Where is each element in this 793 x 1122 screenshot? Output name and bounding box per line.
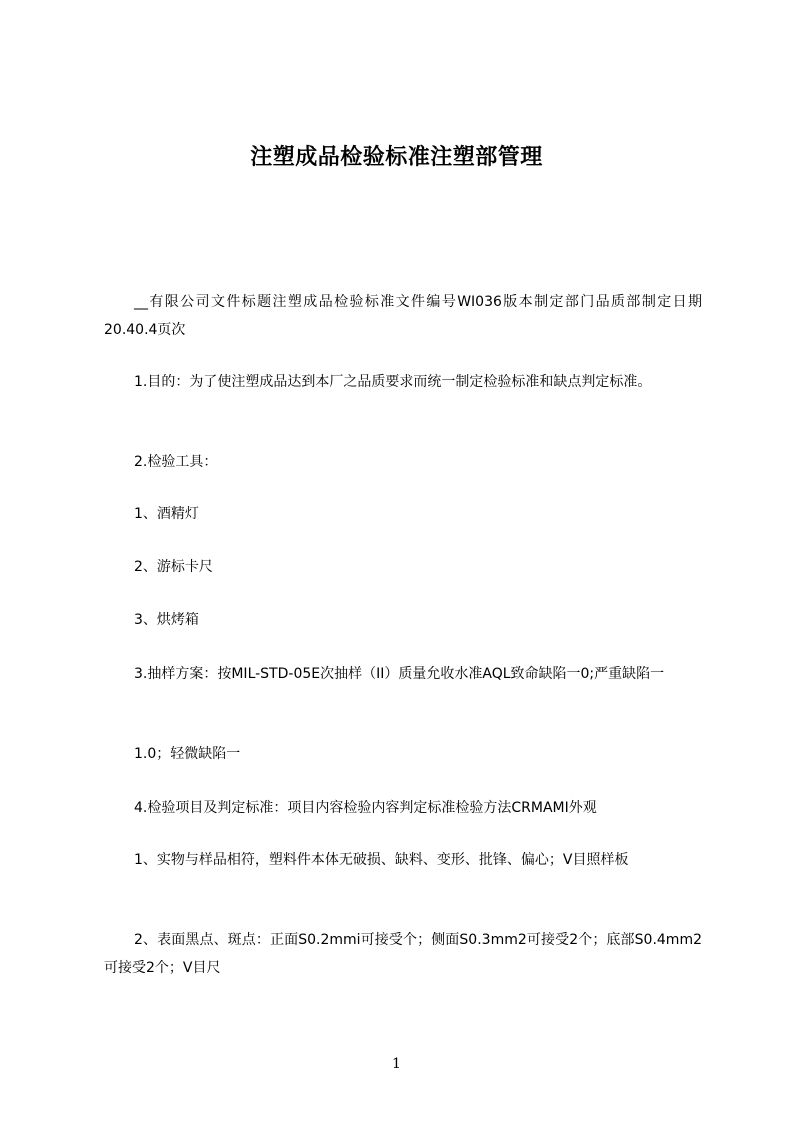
tool-item-3: 3、烘烤箱: [134, 612, 199, 628]
inspection-criterion-2: 2、表面黑点、斑点：正面S0.2mmi可接受个；侧面S0.3mm2可接受2个；底部S0.4mm2可接受2个；V目尺: [104, 932, 702, 976]
tool-item-2: 2、游标卡尺: [134, 559, 213, 575]
sampling-minor-defect-paragraph: 1.0；轻微缺陷一: [134, 746, 241, 762]
sampling-plan-paragraph: 3.抽样方案：按MIL-STD-05E次抽样（II）质量允收水准AQL致命缺陷一0;严重缺陷一: [134, 666, 665, 682]
document-title: 注塑成品检验标准注塑部管理: [250, 145, 543, 170]
page-number: 1: [392, 1056, 401, 1072]
purpose-paragraph: 1.目的：为了使注塑成品达到本厂之品质要求而统一制定检验标准和缺点判定标准。: [134, 374, 652, 390]
inspection-tools-heading: 2.检验工具：: [134, 454, 218, 470]
document-header-paragraph: __有限公司文件标题注塑成品检验标准文件编号WI036版本制定部门品质部制定日期20.40.4页次: [104, 294, 702, 338]
tool-item-1: 1、酒精灯: [134, 506, 199, 522]
inspection-criterion-1: 1、实物与样品相符，塑料件本体无破损、缺料、变形、批锋、偏心；V目照样板: [134, 852, 629, 868]
inspection-items-paragraph: 4.检验项目及判定标准：项目内容检验内容判定标准检验方法CRMAMI外观: [134, 800, 597, 816]
